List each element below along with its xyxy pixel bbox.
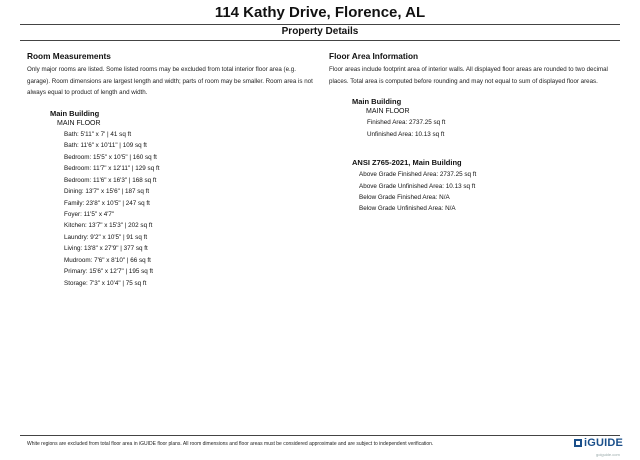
room-floor-label: MAIN FLOOR [57, 119, 101, 127]
area-building-heading: Main Building [352, 97, 402, 107]
page-title: 114 Kathy Drive, Florence, AL [214, 4, 426, 21]
title-rule-bottom [20, 40, 620, 41]
area-floor-label: MAIN FLOOR [366, 108, 410, 116]
room-list [64, 129, 317, 289]
ansi-list [359, 169, 624, 215]
page-subtitle: Property Details [281, 26, 359, 37]
floor-area-section [329, 51, 624, 215]
room-row: Bedroom: 15'5" x 10'5" | 160 sq ft [64, 153, 157, 161]
title-rule-top [20, 24, 620, 25]
area-row: Finished Area: 2737.25 sq ft [367, 119, 446, 127]
room-row: Bath: 11'6" x 10'11" | 109 sq ft [64, 142, 147, 150]
area-list [367, 117, 624, 140]
room-measurements-note: Only major rooms are listed. Some listed rooms may be excluded from total interior floor area (e.g. garage). Room dimensions are largest length and width; parts of room may be smaller. Room area is not always equal to product of length and width. [27, 66, 313, 97]
footer-rule [20, 435, 620, 436]
room-row: Family: 23'8" x 10'5" | 247 sq ft [64, 199, 150, 207]
ansi-row: Above Grade Unfinished Area: 10.13 sq ft [359, 182, 476, 190]
iguide-logo-text: iGUIDE [584, 437, 624, 449]
room-measurements-heading: Room Measurements [27, 51, 111, 61]
ansi-row: Above Grade Finished Area: 2737.25 sq ft [359, 171, 477, 179]
ansi-row: Below Grade Finished Area: N/A [359, 194, 450, 201]
floor-area-heading: Floor Area Information [329, 51, 419, 61]
footer-disclaimer: White regions are excluded from total floor area in iGUIDE floor plans. All room dimensions and floor areas must be considered approximate and are subject to independent verification. [27, 441, 434, 447]
room-row: Foyer: 11'5" x 4'7" [64, 210, 115, 218]
room-row: Mudroom: 7'6" x 8'10" | 66 sq ft [64, 256, 151, 264]
room-row: Living: 13'8" x 27'9" | 377 sq ft [64, 245, 148, 253]
room-measurements-section [27, 51, 317, 289]
iguide-logo-icon [574, 439, 582, 447]
room-building-heading: Main Building [50, 108, 100, 118]
room-row: Dining: 13'7" x 15'6" | 187 sq ft [64, 188, 150, 196]
area-row: Unfinished Area: 10.13 sq ft [367, 130, 445, 138]
room-row: Laundry: 9'2" x 10'5" | 91 sq ft [64, 233, 148, 241]
iguide-logo [574, 437, 623, 449]
ansi-row: Below Grade Unfinished Area: N/A [359, 205, 456, 213]
room-row: Bedroom: 11'6" x 16'3" | 168 sq ft [64, 176, 157, 184]
room-row: Bath: 5'11" x 7' | 41 sq ft [64, 130, 132, 138]
floor-area-note: Floor areas include footprint area of interior walls. All displayed floor areas are rounded to two decimal places. Total area is computed before rounding and may not equal to sum of displayed floor areas. [329, 66, 608, 85]
room-row: Kitchen: 13'7" x 15'3" | 202 sq ft [64, 222, 153, 230]
room-row: Primary: 15'6" x 12'7" | 195 sq ft [64, 268, 154, 276]
room-row: Storage: 7'3" x 10'4" | 75 sq ft [64, 279, 147, 287]
iguide-logo-url: goiguide.com [596, 452, 620, 457]
ansi-heading: ANSI Z765-2021, Main Building [352, 158, 462, 168]
room-row: Bedroom: 11'7" x 12'11" | 129 sq ft [64, 165, 160, 173]
